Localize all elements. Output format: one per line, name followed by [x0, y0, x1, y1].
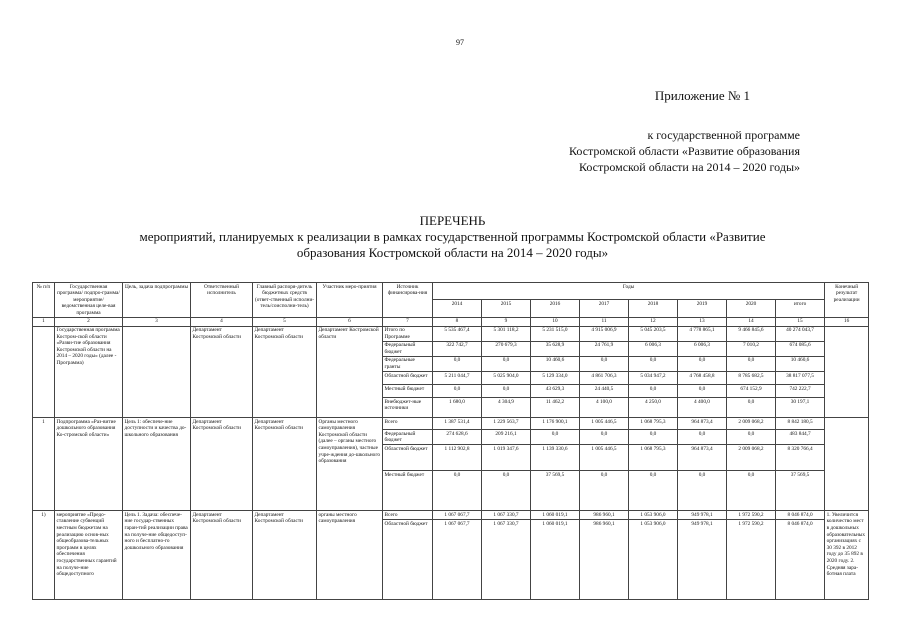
cell-value: 1 067 330,7: [482, 520, 531, 600]
cell-value: 0,0: [678, 385, 727, 398]
cell-value: 1 019 347,6: [482, 445, 531, 471]
cell-source: Федеральный бюджет: [383, 341, 433, 356]
header-result: Конечный результат реализации: [825, 283, 869, 318]
table-header: [33, 283, 869, 318]
cell-value: 0,0: [580, 430, 629, 445]
column-number: 9: [482, 317, 531, 326]
cell-value: 0,0: [629, 471, 678, 511]
cell-value: 24 761,9: [580, 341, 629, 356]
cell-value: 0,0: [580, 471, 629, 511]
cell-value: 37 569,5: [531, 471, 580, 511]
header-program: Государственная программа/ подпро-грамма/ мероприятие/ ведомственная целе-вая программа: [55, 283, 123, 318]
page-number: 97: [456, 38, 464, 47]
column-number: 13: [678, 317, 727, 326]
cell-value: 4 250,0: [629, 398, 678, 418]
cell-value: 1 229 563,7: [482, 418, 531, 430]
cell-value: 1 067 330,7: [482, 511, 531, 520]
table-row: [33, 418, 869, 430]
cell-value: 986 960,1: [580, 511, 629, 520]
column-number: 6: [317, 317, 383, 326]
header-manager: Главный распоря-дитель бюджетных средств (ответ-ственный исполни-тель/соисполни-тель): [253, 283, 317, 318]
cell-value: 1 060 019,1: [531, 511, 580, 520]
header-year: 2014: [433, 300, 482, 317]
cell-program: Подпрограмма «Раз-витие дошкольного образования Ко-стромской области»: [55, 418, 123, 511]
cell-value: 0,0: [629, 356, 678, 371]
cell-source: Внебюджет-ные источники: [383, 398, 433, 418]
cell-source: Областной бюджет: [383, 372, 433, 385]
program-reference: [470, 127, 800, 175]
program-reference-line: Костромской области «Развитие образования: [569, 144, 800, 158]
document-subtitle-line: образования Костромской области на 2014 – 2020 годы»: [296, 245, 609, 260]
column-number: 15: [776, 317, 825, 326]
cell-source: Итого по Программе: [383, 326, 433, 341]
column-numbers-row: [33, 317, 869, 326]
cell-value: 0,0: [433, 471, 482, 511]
column-number: 2: [55, 317, 123, 326]
cell-num: 1): [33, 511, 55, 600]
cell-value: 986 960,1: [580, 520, 629, 600]
cell-value: 8 320 766,4: [776, 445, 825, 471]
cell-value: 5 025 904,0: [482, 372, 531, 385]
header-year: 2019: [678, 300, 727, 317]
cell-manager: Департамент Костромской области: [253, 418, 317, 511]
cell-goal: [123, 326, 191, 418]
cell-source: Всего: [383, 511, 433, 520]
cell-value: 322 742,7: [433, 341, 482, 356]
table-row: [33, 511, 869, 520]
cell-value: 1 005 446,5: [580, 445, 629, 471]
cell-value: 2 009 068,2: [727, 445, 776, 471]
cell-value: 8 842 180,5: [776, 418, 825, 430]
cell-value: 1 053 906,0: [629, 511, 678, 520]
cell-value: 8 785 682,5: [727, 372, 776, 385]
cell-value: 1 972 590,2: [727, 511, 776, 520]
cell-responsible: Департамент Костромской области: [191, 326, 253, 418]
cell-responsible: Департамент Костромской области: [191, 418, 253, 511]
cell-value: 0,0: [629, 430, 678, 445]
cell-value: 7 010,2: [727, 341, 776, 356]
cell-value: 30 197,1: [776, 398, 825, 418]
cell-goal: Цель 1: обеспече-ние доступности и качества до-школьного образования: [123, 418, 191, 511]
cell-value: 1 060 019,1: [531, 520, 580, 600]
cell-source: Всего: [383, 418, 433, 430]
header-num: № п/п: [33, 283, 55, 318]
cell-value: 1 067 067,7: [433, 520, 482, 600]
cell-value: 674 085,6: [776, 341, 825, 356]
header-responsible: Ответственный исполнитель: [191, 283, 253, 318]
table-row: [33, 326, 869, 341]
cell-value: 1 068 795,3: [629, 445, 678, 471]
cell-source: Местный бюджет: [383, 385, 433, 398]
cell-program: мероприятие «Предо-ставление субвенций местным бюджетам на реализацию основ-ных общеобразова-тельных программ в целях обеспечения государственных гарантий на получе-ние общедоступного: [55, 511, 123, 600]
header-year-total: итого: [776, 300, 825, 317]
cell-value: 0,0: [482, 471, 531, 511]
cell-value: 0,0: [678, 471, 727, 511]
cell-value: 0,0: [629, 385, 678, 398]
cell-value: 2 009 068,2: [727, 418, 776, 430]
cell-result: [825, 418, 869, 511]
measures-table: [32, 282, 869, 600]
cell-value: 43 629,3: [531, 385, 580, 398]
column-number: 8: [433, 317, 482, 326]
header-year: 2016: [531, 300, 580, 317]
column-number: 10: [531, 317, 580, 326]
cell-source: Областной бюджет: [383, 520, 433, 600]
cell-value: 0,0: [727, 398, 776, 418]
cell-value: 4 861 706,3: [580, 372, 629, 385]
cell-value: 10 460,6: [776, 356, 825, 371]
cell-value: 40 274 043,7: [776, 326, 825, 341]
header-year: 2017: [580, 300, 629, 317]
cell-value: 0,0: [482, 385, 531, 398]
cell-goal: Цель 1. Задача: обеспече-ние государ-ственных гаран-тий реализации права на получе-ние общедоступ-ного и бесплатно-го дошкольного образования: [123, 511, 191, 600]
cell-value: 1 068 795,3: [629, 418, 678, 430]
cell-value: 8 046 874,0: [776, 520, 825, 600]
cell-num: 1: [33, 418, 55, 511]
cell-value: 37 569,5: [776, 471, 825, 511]
cell-value: 10 460,6: [531, 356, 580, 371]
cell-value: 1 387 531,4: [433, 418, 482, 430]
cell-value: 6 006,3: [678, 341, 727, 356]
column-number: 1: [33, 317, 55, 326]
appendix-label: Приложение № 1: [654, 88, 750, 103]
cell-value: 5 129 334,0: [531, 372, 580, 385]
cell-value: 4 304,9: [482, 398, 531, 418]
cell-value: 0,0: [678, 356, 727, 371]
column-number: 14: [727, 317, 776, 326]
cell-value: 742 222,7: [776, 385, 825, 398]
cell-value: 1 112 902,8: [433, 445, 482, 471]
cell-result: 1. Увеличится количество мест в дошкольных образовательных организациях с 30 392 в 2012 году до 35 892 в 2020 году. 2. Средняя зара-ботная плата: [825, 511, 869, 600]
cell-value: 0,0: [727, 356, 776, 371]
cell-result: [825, 326, 869, 418]
cell-responsible: Департамент Костромской области: [191, 511, 253, 600]
cell-value: 949 978,1: [678, 520, 727, 600]
cell-value: 8 046 874,0: [776, 511, 825, 520]
column-number: 7: [383, 317, 433, 326]
cell-value: 5 045 203,5: [629, 326, 678, 341]
cell-value: 1 067 067,7: [433, 511, 482, 520]
cell-value: 0,0: [727, 471, 776, 511]
cell-participant: Департамент Костромской области: [317, 326, 383, 418]
cell-value: 9 466 845,6: [727, 326, 776, 341]
cell-manager: Департамент Костромской области: [253, 326, 317, 418]
column-number: 4: [191, 317, 253, 326]
cell-program: Государственная программа Костром-ской области «Разви-тие образования Костромской области на 2014 – 2020 годы» (далее - Программа): [55, 326, 123, 418]
column-number: 16: [825, 317, 869, 326]
header-years-group: Годы: [433, 283, 825, 300]
cell-value: 0,0: [531, 430, 580, 445]
column-number: 3: [123, 317, 191, 326]
cell-num: [33, 326, 55, 418]
cell-value: 4 915 006,9: [580, 326, 629, 341]
program-reference-line: к государственной программе: [647, 128, 800, 142]
cell-value: 674 152,9: [727, 385, 776, 398]
column-number: 5: [253, 317, 317, 326]
cell-source: Федеральный бюджет: [383, 430, 433, 445]
cell-participant: органы местного самоуправления: [317, 511, 383, 600]
cell-value: 4 100,0: [580, 398, 629, 418]
cell-value: 1 053 906,0: [629, 520, 678, 600]
cell-value: 483 844,7: [776, 430, 825, 445]
header-goal: Цель, задача подпрограммы: [123, 283, 191, 318]
cell-value: 4 778 865,1: [678, 326, 727, 341]
cell-value: 0,0: [482, 356, 531, 371]
document-subtitle: [60, 229, 845, 261]
cell-value: 1 176 900,1: [531, 418, 580, 430]
cell-value: 0,0: [678, 430, 727, 445]
cell-value: 5 301 118,2: [482, 326, 531, 341]
column-number: 11: [580, 317, 629, 326]
cell-value: 5 535 467,4: [433, 326, 482, 341]
cell-value: 5 211 044,7: [433, 372, 482, 385]
header-year: 2015: [482, 300, 531, 317]
cell-value: 209 216,1: [482, 430, 531, 445]
cell-value: 0,0: [433, 385, 482, 398]
cell-participant: Органы местного самоуправления Костромской области (далее – органы местного самоуправления), частные учре-ждения до-школьного образования: [317, 418, 383, 511]
column-number: 12: [629, 317, 678, 326]
cell-value: 4 400,0: [678, 398, 727, 418]
cell-value: 38 817 077,5: [776, 372, 825, 385]
program-reference-line: Костромской области на 2014 – 2020 годы»: [578, 160, 800, 174]
cell-value: 0,0: [433, 356, 482, 371]
cell-value: 0,0: [727, 430, 776, 445]
cell-value: 5 231 515,0: [531, 326, 580, 341]
header-year: 2020: [727, 300, 776, 317]
header-source: Источник финансирова-ния: [383, 283, 433, 318]
cell-source: Областной бюджет: [383, 445, 433, 471]
table-body: [33, 317, 869, 599]
cell-value: 11 462,2: [531, 398, 580, 418]
cell-value: 1 139 330,6: [531, 445, 580, 471]
cell-value: 1 680,0: [433, 398, 482, 418]
cell-value: 964 873,4: [678, 418, 727, 430]
cell-value: 5 034 947,2: [629, 372, 678, 385]
cell-manager: Департамент Костромской области: [253, 511, 317, 600]
document-subtitle-line: мероприятий, планируемых к реализации в рамках государственной программы Костромской области «Развитие: [139, 229, 766, 244]
cell-source: Федеральные гранты: [383, 356, 433, 371]
cell-value: 1 005 446,5: [580, 418, 629, 430]
cell-value: 6 006,3: [629, 341, 678, 356]
document-title: ПЕРЕЧЕНЬ: [419, 213, 486, 228]
cell-value: 964 873,4: [678, 445, 727, 471]
cell-value: 949 978,1: [678, 511, 727, 520]
cell-value: 4 768 458,8: [678, 372, 727, 385]
cell-value: 1 972 590,2: [727, 520, 776, 600]
cell-source: Местный бюджет: [383, 471, 433, 511]
cell-value: 0,0: [580, 356, 629, 371]
header-participant: Участник меро-приятия: [317, 283, 383, 318]
header-year: 2018: [629, 300, 678, 317]
cell-value: 35 628,9: [531, 341, 580, 356]
cell-value: 24 440,5: [580, 385, 629, 398]
cell-value: 274 628,6: [433, 430, 482, 445]
cell-value: 270 679,3: [482, 341, 531, 356]
